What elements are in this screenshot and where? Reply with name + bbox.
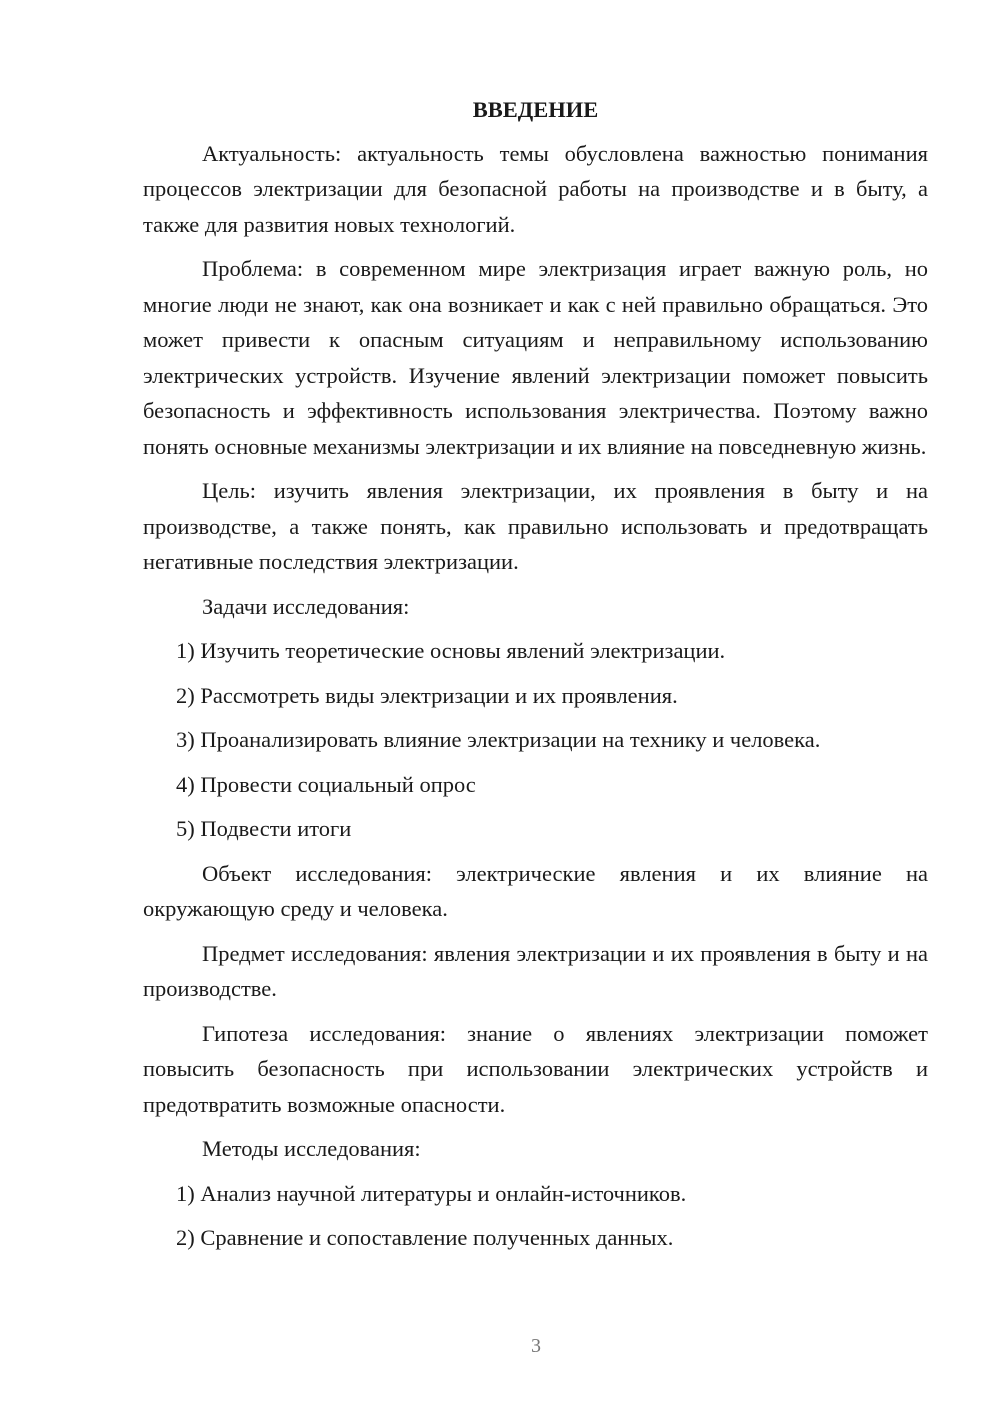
hypothesis-paragraph: Гипотеза исследования: знание о явлениях электризации поможет повысить безопасность при использовании электрических устройств и предотвратить возможные опасности. — [143, 1020, 928, 1117]
page-number: 3 — [531, 1335, 541, 1357]
task-item: 5) Подвести итоги — [176, 816, 352, 841]
section-title: ВВЕДЕНИЕ — [472, 97, 599, 122]
relevance-paragraph: Актуальность: актуальность темы обусловлена важностью понимания процессов электризации для безопасной работы на производстве и в быту, а также для развития новых технологий. — [143, 140, 928, 237]
task-item: 2) Рассмотреть виды электризации и их проявления. — [176, 682, 678, 708]
page-content — [143, 92, 928, 1265]
tasks-heading: Задачи исследования: — [202, 593, 410, 619]
object-paragraph: Объект исследования: электрические явления и их влияние на окружающую среду и человека. — [143, 860, 928, 921]
method-item: 2) Сравнение и сопоставление полученных данных. — [176, 1225, 674, 1250]
method-item: 1) Анализ научной литературы и онлайн-источников. — [176, 1180, 687, 1206]
task-item: 1) Изучить теоретические основы явлений электризации. — [176, 638, 726, 663]
methods-heading: Методы исследования: — [202, 1136, 421, 1161]
methods-list — [143, 1176, 928, 1256]
problem-paragraph: Проблема: в современном мире электризация играет важную роль, но многие люди не знают, как она возникает и как с ней правильно обращаться. Это может привести к опасным ситуациям и неправильному использованию электрических устройств. Изучение явлений электризации поможет повысить безопасность и эффективность использования электричества. Поэтому важно понять основные механизмы электризации и их влияние на повседневную жизнь. — [143, 256, 928, 459]
tasks-list — [143, 633, 928, 847]
task-item: 4) Провести социальный опрос — [176, 771, 476, 797]
goal-paragraph: Цель: изучить явления электризации, их проявления в быту и на производстве, а также понять, как правильно использовать и предотвращать негативные последствия электризации. — [143, 478, 928, 574]
subject-paragraph: Предмет исследования: явления электризации и их проявления в быту и на производстве. — [143, 940, 928, 1001]
task-item: 3) Проанализировать влияние электризации на технику и человека. — [176, 727, 821, 752]
